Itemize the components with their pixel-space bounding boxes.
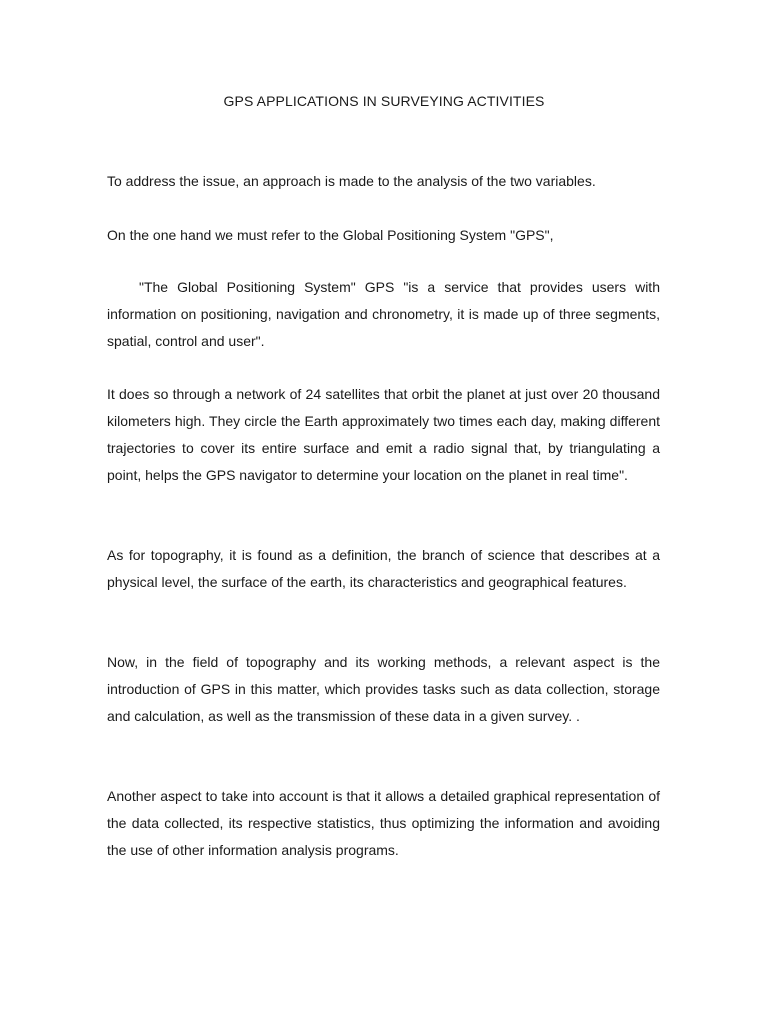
- paragraph-gps-reference: On the one hand we must refer to the Global Positioning System "GPS",: [107, 227, 554, 243]
- paragraph-gps-quote: "The Global Positioning System" GPS "is a service that provides users with information on positioning, navigation and chronometry, it is made up of three segments, spatial, control and user".: [107, 279, 660, 349]
- paragraph-satellites: It does so through a network of 24 satellites that orbit the planet at just over 20 thousand kilometers high. They circle the Earth approximately two times each day, making different trajectories to cover its entire surface and emit a radio signal that, by triangulating a point, helps the GPS navigator to determine your location on the planet in real time".: [107, 386, 660, 483]
- paragraph-graphical-representation: Another aspect to take into account is that it allows a detailed graphical representation of the data collected, its respective statistics, thus optimizing the information and avoiding the use of other information analysis programs.: [107, 788, 660, 858]
- paragraph-intro: To address the issue, an approach is made to the analysis of the two variables.: [107, 173, 596, 189]
- paragraph-field-methods: Now, in the field of topography and its working methods, a relevant aspect is the introduction of GPS in this matter, which provides tasks such as data collection, storage and calculation, as well as the transmission of these data in a given survey. .: [107, 654, 660, 724]
- paragraph-topography: As for topography, it is found as a definition, the branch of science that describes at a physical level, the surface of the earth, its characteristics and geographical features.: [107, 547, 660, 590]
- document-title: GPS APPLICATIONS IN SURVEYING ACTIVITIES: [223, 93, 545, 109]
